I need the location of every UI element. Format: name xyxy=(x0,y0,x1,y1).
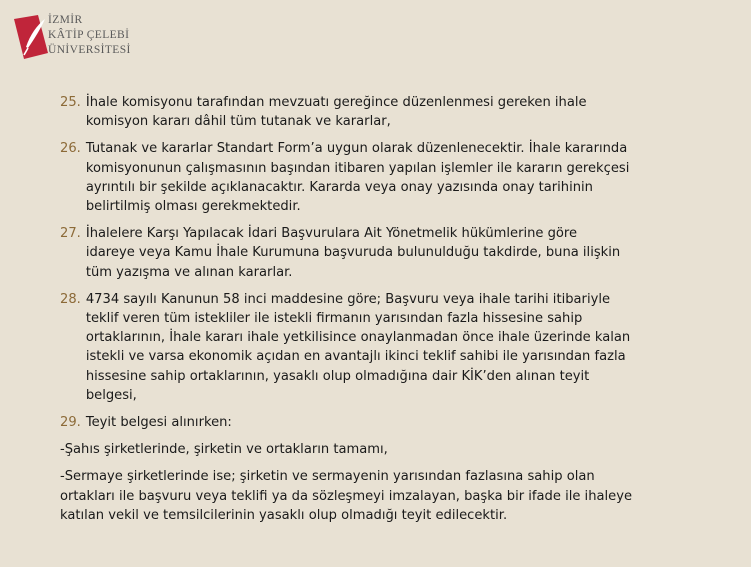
text-line: komisyonunun çalışmasının başından itibaren yapılan işlemler ile kararın gerekçesi xyxy=(85,160,630,176)
text-line: -Şahıs şirketlerinde, şirketin ve ortakların tamamı, xyxy=(60,442,388,458)
logo-emblem-icon xyxy=(10,13,52,61)
logo-line: KÂTİP ÇELEBİ xyxy=(48,29,130,41)
text-line: ortakları ile başvuru veya teklifi ya da sözleşmeyi imzalayan, başka bir ifade ile ihaleye xyxy=(60,488,633,504)
list-item-number: 25. xyxy=(60,95,81,110)
text-line: tüm yazışma ve alınan kararlar. xyxy=(85,264,293,280)
text-line: -Sermaye şirketlerinde ise; şirketin ve sermayenin yarısından fazlasına sahip olan xyxy=(60,469,595,485)
list-item-number: 27. xyxy=(60,226,81,242)
list-item xyxy=(60,139,710,216)
list-item-text xyxy=(86,93,710,131)
list-item xyxy=(60,413,710,432)
text-line: ortaklarının, İhale kararı ihale yetkilisince onaylanmadan önce ihale üzerinde kalan xyxy=(85,330,631,346)
list-item-text xyxy=(86,139,710,216)
list-item-number: 28. xyxy=(60,291,81,307)
text-line: istekli ve varsa ekonomik açıdan en avantajlı ikinci teklif sahibi ile yarısından fazla xyxy=(85,349,626,365)
text-line: komisyon kararı dâhil tüm tutanak ve kararlar, xyxy=(85,114,391,130)
list-item xyxy=(60,290,710,405)
list-item-text xyxy=(86,290,710,405)
text-line: Tutanak ve kararlar Standart Form’a uygun olarak düzenlenecektir. İhale kararında xyxy=(85,141,628,157)
logo-line: İZMİR xyxy=(48,14,83,26)
text-line: idareye veya Kamu İhale Kurumuna başvuruda bulunulduğu takdirde, buna ilişkin xyxy=(85,245,621,261)
text-line: İhale komisyonu tarafından mevzuatı gereğince düzenlenmesi gereken ihale xyxy=(85,95,587,110)
university-logo xyxy=(10,10,130,64)
paragraph xyxy=(60,440,710,459)
list-item-text xyxy=(86,224,710,282)
list-item-text xyxy=(86,413,710,432)
text-line: belirtilmiş olması gerekmektedir. xyxy=(85,199,301,215)
text-line: İhalelere Karşı Yapılacak İdari Başvurulara Ait Yönetmelik hükümlerine göre xyxy=(85,226,578,242)
text-line: 4734 sayılı Kanunun 58 inci maddesine göre; Başvuru veya ihale tarihi itibariyle xyxy=(85,291,611,307)
text-line: katılan vekil ve temsilcilerinin yasaklı olup olmadığı teyit edilecektir. xyxy=(60,507,508,523)
document-body xyxy=(60,93,710,533)
text-line: hissesine sahip ortaklarının, yasaklı olup olmadığına dair KİK’den alınan teyit xyxy=(85,368,590,384)
list-item-number: 26. xyxy=(60,141,81,157)
list-item-number: 29. xyxy=(60,415,81,431)
logo-wordmark xyxy=(48,13,131,58)
text-line: Teyit belgesi alınırken: xyxy=(85,415,232,431)
text-line: belgesi, xyxy=(85,387,137,403)
list-item xyxy=(60,224,710,282)
text-line: ayrıntılı bir şekilde açıklanacaktır. Kararda veya onay yazısında onay tarihinin xyxy=(85,179,593,195)
list-item xyxy=(60,93,710,131)
text-line: teklif veren tüm istekliler ile istekli firmanın yarısından fazla hissesine sahip xyxy=(85,311,583,327)
logo-line: ÜNİVERSİTESİ xyxy=(48,44,131,56)
paragraph xyxy=(60,467,710,525)
